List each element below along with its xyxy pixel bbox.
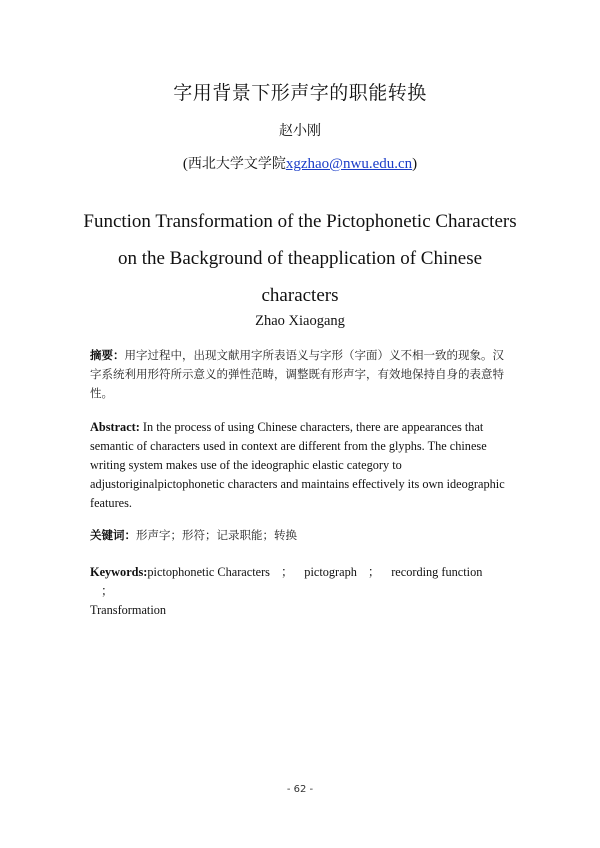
keyword-separator: ； xyxy=(367,565,381,579)
english-title-line-2: on the Background of theapplication of Chinese xyxy=(117,248,483,269)
keyword-separator: ； xyxy=(101,584,114,598)
keyword-separator: ； xyxy=(280,565,294,579)
keyword-item: pictograph xyxy=(304,565,357,579)
chinese-author: 赵小刚 xyxy=(279,123,321,139)
author-email-link[interactable]: xgzhao@nwu.edu.cn xyxy=(285,156,413,172)
chinese-keywords-label: 关键词： xyxy=(90,528,136,542)
affiliation-org: 西北大学文学院 xyxy=(187,156,286,172)
affiliation-open-paren: ( xyxy=(182,156,188,172)
chinese-keywords xyxy=(90,526,510,545)
page-number: - 62 - xyxy=(286,784,314,795)
english-title-line-1: Function Transformation of the Pictophonetic Characters xyxy=(83,211,517,232)
chinese-abstract xyxy=(90,346,510,403)
english-title-line-3: characters xyxy=(261,285,339,306)
english-abstract xyxy=(90,418,518,513)
english-author: Zhao Xiaogang xyxy=(255,313,345,329)
chinese-abstract-label: 摘要： xyxy=(90,348,125,362)
english-title xyxy=(40,203,560,314)
english-keywords-label: Keywords: xyxy=(90,565,148,579)
english-keywords xyxy=(90,563,510,620)
keyword-item: recording function xyxy=(391,565,483,579)
keyword-item: Transformation xyxy=(90,603,167,617)
keyword-item: pictophonetic Characters xyxy=(147,565,270,579)
chinese-abstract-text: 用字过程中，出现文献用字所表语义与字形（字面）义不相一致的现象。汉字系统利用形符所示意义的弹性范畴，调整既有形声字，有效地保持自身的表意特性。 xyxy=(90,348,504,400)
chinese-keywords-text: 形声字；形符；记录职能；转换 xyxy=(136,528,297,542)
english-abstract-label: Abstract: xyxy=(90,420,140,434)
english-abstract-text: In the process of using Chinese characters, there are appearances that semantic of characters used in context are different from the glyphs. The chinese writing system makes use of the ideographic elastic category to adjustoriginalpictophonetic characters and maintains effectively its own ideographic features. xyxy=(90,420,505,510)
chinese-title: 字用背景下形声字的职能转换 xyxy=(173,82,427,104)
affiliation xyxy=(0,153,600,173)
affiliation-close-paren: ) xyxy=(412,156,418,172)
